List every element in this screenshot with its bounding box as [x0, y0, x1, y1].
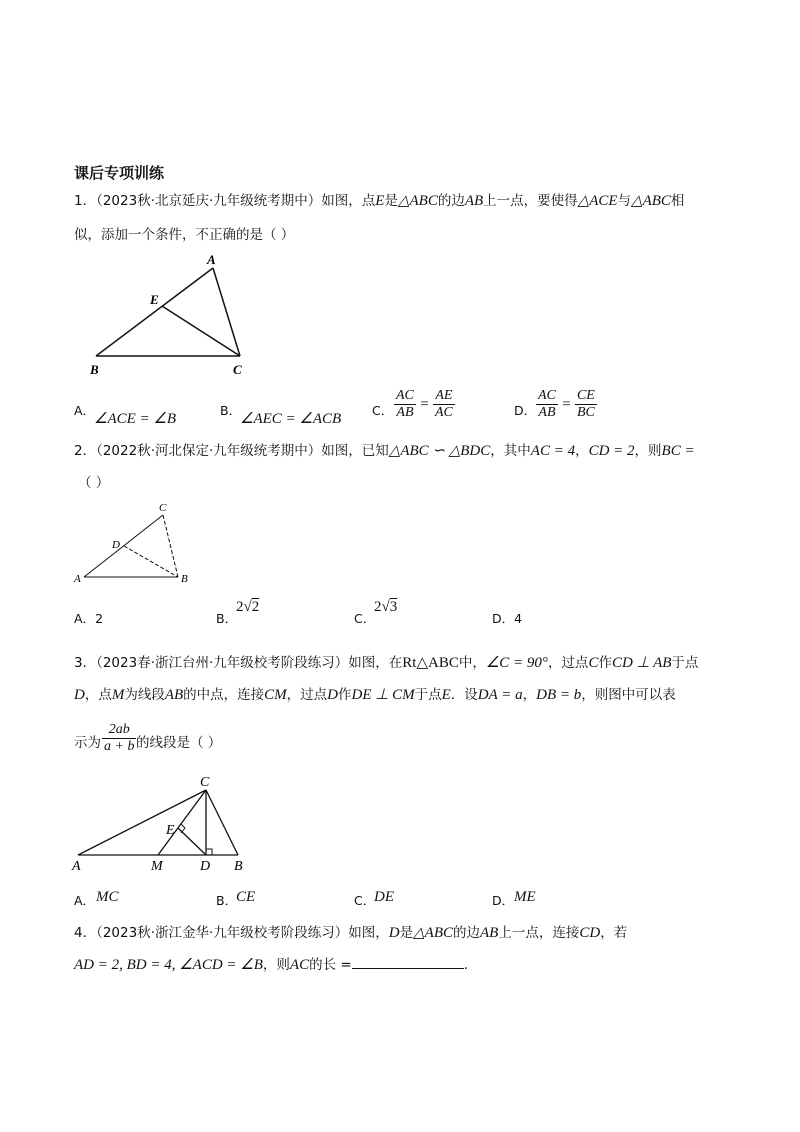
q2-label-b: B [181, 573, 188, 585]
q3-text: 示为 [74, 735, 101, 751]
q3-text: 作 [598, 655, 612, 671]
q1-number: 1． [74, 193, 97, 209]
q3-text: ，过点 [547, 655, 589, 671]
q1-triangle-ace: △ACE [577, 193, 618, 209]
q1-label-c: C [233, 362, 242, 377]
option-value: 4 [514, 611, 523, 626]
q2-text: ，其中 [490, 443, 531, 459]
q1-label-e: E [150, 292, 159, 307]
q1-triangle-abc: △ABC [397, 193, 438, 209]
q3-rt-triangle: Rt△ABC [402, 655, 459, 671]
q3-perp-de: DE ⊥ CM [351, 687, 415, 703]
fraction-numerator: AE [433, 388, 455, 405]
q3-source: （2023春·浙江台州·九年级校考阶段练习） [96, 655, 349, 671]
fraction-numerator: AC [538, 388, 556, 403]
q2-line2: （ ） [78, 475, 110, 491]
q3-side-bc [206, 790, 238, 855]
option-label: A． [74, 403, 96, 418]
option-label: D． [514, 403, 537, 418]
q1-point-e: E [375, 193, 385, 209]
q4-segment-cd: CD [579, 925, 601, 941]
q4-text: . [463, 957, 468, 973]
q4-triangle: △ABC [413, 925, 454, 941]
option-value: 2 [95, 611, 104, 626]
q3-text: ．设 [450, 687, 478, 703]
sqrt-icon: √ [243, 599, 252, 615]
q1-segment-ab: AB [464, 193, 484, 209]
q3-text: 作 [338, 687, 352, 703]
fraction-denominator: AC [434, 405, 453, 420]
q3-option-b [216, 892, 237, 910]
q3-text: 为线段 [124, 687, 165, 703]
q1-option-c-expr: $\frac{AC}{AB}$ = $\frac{AE}{AC}$ [396, 388, 453, 420]
q4-condition: AD = 2, BD = 4, ∠ACD = ∠B [74, 957, 263, 973]
q3-label-e: E [166, 823, 175, 838]
q4-text: 上一点，连接 [498, 925, 580, 941]
q3-label-b: B [234, 859, 243, 874]
q4-text: ，若 [600, 925, 628, 941]
q3-da: DA = a [477, 687, 523, 703]
coefficient: 2 [374, 599, 382, 615]
option-label: C． [354, 611, 376, 626]
q3-option-c [354, 892, 375, 910]
q2-bc: BC = [661, 443, 695, 459]
q1-label-b: B [90, 362, 99, 377]
q3-db: DB = b [536, 687, 582, 703]
q2-text: ， [575, 443, 589, 459]
q3-text: 中， [458, 655, 486, 671]
q3-point-e: E [441, 687, 451, 703]
q3-text: ，过点 [286, 687, 328, 703]
q1-option-b-expr: ∠AEC = ∠ACB [240, 411, 342, 427]
q3-segment-cm: CM [264, 687, 287, 703]
q2-source: （2022秋·河北保定·九年级统考期中） [96, 443, 322, 459]
q3-text: 的中点，连接 [183, 687, 265, 703]
q2-ac: AC = 4 [530, 443, 576, 459]
q3-number: 3． [74, 655, 97, 671]
option-label: A． [74, 611, 96, 626]
fraction-numerator: AC [396, 388, 414, 403]
q4-line1 [74, 924, 627, 942]
q4-point-d: D [388, 925, 400, 941]
q3-right-angle-e [181, 824, 185, 833]
q3-option-a-value: MC [96, 889, 119, 905]
q3-angle: ∠C = 90° [485, 655, 548, 671]
q3-point-d: D [74, 687, 85, 703]
q3-option-c-value: DE [374, 889, 394, 905]
q1-source: （2023秋·北京延庆·九年级统考期中） [96, 193, 322, 209]
fraction-denominator: BC [576, 405, 595, 420]
q1-text: 如图，点 [321, 193, 376, 209]
q3-perp-cd: CD ⊥ AB [611, 655, 672, 671]
q3-option-b-value: CE [236, 889, 256, 905]
q2-label-d: D [112, 539, 120, 551]
q2-label-c: C [159, 502, 167, 514]
option-label: D． [492, 893, 515, 908]
fraction-numerator: 2ab [102, 722, 136, 739]
q3-text: ， [522, 687, 537, 703]
q2-label-a: A [74, 573, 81, 585]
q1-option-d-expr: $\frac{AC}{AB}$ = $\frac{CE}{BC}$ [538, 388, 595, 420]
q3-segment-ab: AB [164, 687, 184, 703]
q3-point-c: C [588, 655, 599, 671]
q4-text: 的长 = [309, 957, 352, 973]
sqrt-icon: √ [381, 599, 390, 615]
q4-line2 [74, 956, 468, 974]
option-label: C． [372, 403, 394, 418]
q3-point-d: D [327, 687, 339, 703]
q3-text: 于点 [414, 687, 442, 703]
q1-text: 上一点，要使得 [483, 193, 578, 209]
q1-text: 是 [384, 193, 398, 209]
section-title: 课后专项训练 [74, 164, 165, 182]
q1-text: 相 [670, 193, 685, 209]
option-label: B． [216, 611, 238, 626]
q2-cd: CD = 2 [588, 443, 635, 459]
option-label: B． [220, 403, 242, 418]
fraction-denominator: AB [538, 405, 556, 420]
option-label: B． [216, 893, 238, 908]
q2-similarity: △ABC ∽ △BDC [388, 443, 491, 459]
fraction-numerator: CE [576, 388, 595, 403]
q4-source: （2023秋·浙江金华·九年级校考阶段练习） [96, 925, 349, 941]
q1-label-a: A [207, 252, 216, 267]
radicand: 3 [389, 599, 398, 615]
q2-number: 2． [74, 443, 97, 459]
q4-text: 的边 [453, 925, 481, 941]
q3-text: 如图，在 [348, 655, 403, 671]
q3-label-d: D [200, 859, 211, 874]
q2-text: ，则 [634, 443, 662, 459]
q4-number: 4． [74, 925, 97, 941]
q3-option-a [74, 892, 95, 910]
q4-segment-ab: AB [480, 925, 499, 941]
option-label: A． [74, 893, 96, 908]
q3-point-m: M [111, 687, 125, 703]
fraction-denominator: AB [396, 405, 414, 420]
q3-right-angle-d [206, 849, 212, 855]
option-label: C． [354, 893, 376, 908]
radicand: 2 [251, 599, 260, 615]
q3-side-ac [78, 790, 206, 855]
q1-text: 的边 [437, 193, 465, 209]
q1-line2: 似，添加一个条件，不正确的是（ ） [74, 227, 295, 243]
fraction-denominator: a + b [104, 739, 135, 754]
q4-text: 是 [399, 925, 414, 941]
q3-label-a: A [72, 859, 81, 874]
q3-option-d-value: ME [514, 889, 536, 905]
q3-label-c: C [200, 775, 210, 790]
q3-line3-end: 的线段是（ ） [136, 735, 222, 751]
q3-label-m: M [151, 859, 163, 874]
q3-option-d [492, 892, 514, 910]
q4-text: 如图， [348, 925, 389, 941]
q3-text: ，则图中可以表 [581, 687, 676, 703]
q4-answer-blank[interactable] [352, 956, 464, 969]
q3-text: 于点 [671, 655, 699, 671]
coefficient: 2 [236, 599, 244, 615]
q1-triangle-abc: △ABC [631, 193, 671, 209]
q4-text: ，则 [262, 957, 290, 973]
q2-text: 如图，已知 [321, 443, 389, 459]
q1-text: 与 [617, 193, 632, 209]
option-label: D． [492, 611, 515, 626]
q4-segment-ac: AC [289, 957, 310, 973]
q3-text: ，点 [84, 687, 112, 703]
q1-option-a-expr: ∠ACE = ∠B [94, 411, 177, 427]
